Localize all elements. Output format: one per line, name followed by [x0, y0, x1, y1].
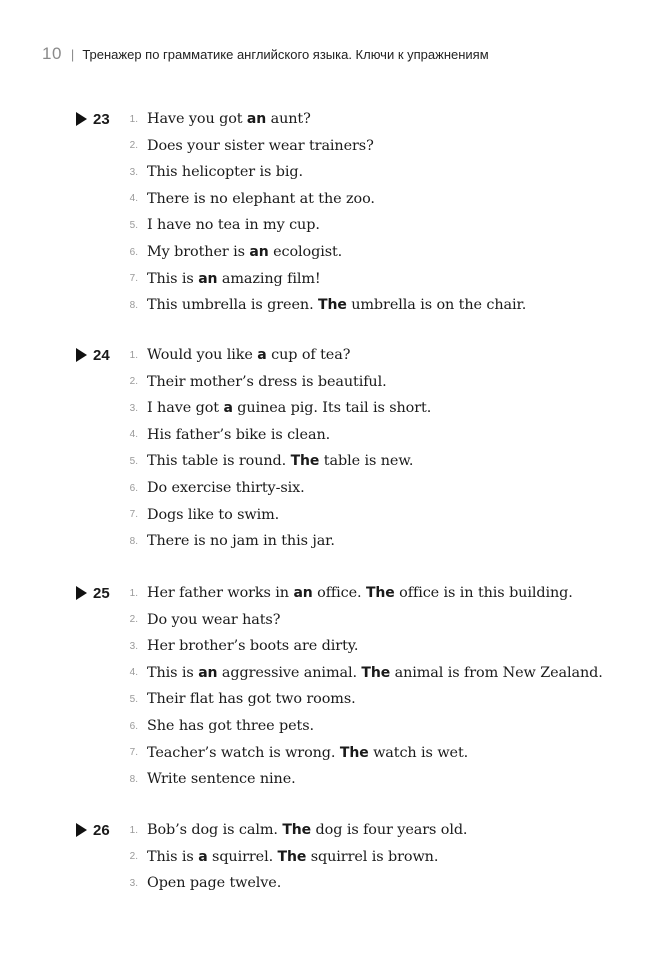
exercise-number: 24	[93, 346, 110, 364]
answer-sentence	[147, 111, 311, 127]
article-answer: The	[318, 297, 347, 314]
sentence-text: Open page twelve.	[147, 875, 282, 892]
item-number: 2.	[129, 376, 138, 388]
sentence-text: This table is round.	[147, 453, 291, 470]
answer-sentence	[147, 164, 303, 180]
sentence-text: Their mother’s dress is beautiful.	[147, 373, 387, 390]
sentence-text: This umbrella is green.	[147, 297, 319, 314]
answer-sentence	[147, 875, 281, 891]
article-answer: The	[339, 744, 369, 761]
article-answer: The	[361, 664, 391, 681]
answer-sentence	[147, 480, 305, 496]
sentence-text: I have no tea in my cup.	[147, 217, 320, 234]
sentence-text: watch is wet.	[368, 744, 469, 761]
answer-sentence	[147, 191, 375, 207]
sentence-text: Dogs like to swim.	[147, 506, 280, 523]
sentence-text: I have got	[147, 400, 224, 417]
sentence-text: This is	[147, 848, 199, 865]
item-number: 3.	[129, 166, 138, 178]
answer-sentence	[147, 745, 468, 761]
sentence-text: guinea pig. Its tail is short.	[232, 400, 432, 417]
item-number: 2.	[129, 614, 138, 626]
item-number: 6.	[129, 246, 138, 258]
answer-sentence	[147, 507, 279, 523]
sentence-text: Bob’s dog is calm.	[147, 822, 283, 838]
item-number: 1.	[129, 587, 138, 599]
exercise-number: 25	[93, 584, 110, 602]
article-answer: The	[277, 848, 307, 865]
item-number: 3.	[129, 640, 138, 652]
answer-sentence	[147, 718, 314, 734]
sentence-text: There is no jam in this jar.	[147, 533, 335, 550]
article-answer: a	[223, 400, 233, 417]
article-answer: The	[290, 453, 320, 470]
item-number: 3.	[129, 877, 138, 889]
article-answer: an	[249, 244, 269, 260]
answer-sentence	[147, 612, 280, 628]
item-number: 7.	[129, 747, 138, 759]
answer-sentence	[147, 347, 350, 363]
triangle-arrow-icon	[76, 112, 87, 126]
answer-sentence	[147, 665, 603, 681]
sentence-text: squirrel is brown.	[306, 848, 439, 865]
item-number: 5.	[129, 219, 138, 231]
item-number: 6.	[129, 720, 138, 732]
sentence-text: This is	[147, 664, 199, 681]
article-answer: The	[365, 585, 395, 601]
item-number: 1.	[129, 824, 138, 836]
article-answer: a	[198, 848, 208, 865]
sentence-text: Their flat has got two rooms.	[147, 691, 356, 708]
article-answer: The	[282, 822, 312, 838]
exercise-heading	[76, 817, 110, 843]
sentence-text: office.	[312, 585, 366, 601]
answer-sentence	[147, 453, 413, 469]
item-number: 4.	[129, 429, 138, 441]
running-header	[42, 44, 489, 64]
sentence-text: Does your sister wear trainers?	[147, 137, 374, 154]
sentence-text: Her father works in	[147, 585, 294, 601]
sentence-text: cup of tea?	[266, 347, 351, 363]
item-number: 4.	[129, 667, 138, 679]
sentence-text: His father’s bike is clean.	[147, 426, 331, 443]
exercise-number: 23	[93, 110, 110, 128]
answer-sentence	[147, 691, 356, 707]
article-answer: a	[257, 347, 267, 363]
exercise-heading	[76, 106, 110, 132]
sentence-text: Would you like	[147, 347, 258, 363]
answer-sentence	[147, 638, 358, 654]
answer-sentence	[147, 244, 342, 260]
sentence-text: ecologist.	[268, 244, 343, 260]
answer-sentence	[147, 138, 374, 154]
item-number: 4.	[129, 193, 138, 205]
triangle-arrow-icon	[76, 348, 87, 362]
sentence-text: office is in this building.	[394, 585, 573, 601]
answer-sentence	[147, 822, 467, 838]
sentence-text: amazing film!	[217, 270, 321, 287]
triangle-arrow-icon	[76, 823, 87, 837]
sentence-text: aunt?	[266, 111, 311, 127]
sentence-text: Write sentence nine.	[147, 771, 296, 788]
item-number: 7.	[129, 273, 138, 285]
article-answer: an	[246, 111, 267, 127]
sentence-text: Do you wear hats?	[147, 611, 281, 628]
answer-sentence	[147, 849, 438, 865]
sentence-text: Her brother’s boots are dirty.	[147, 638, 359, 655]
article-answer: an	[293, 585, 313, 601]
item-number: 8.	[129, 535, 138, 547]
answer-sentence	[147, 771, 296, 787]
sentence-text: umbrella is on the chair.	[346, 297, 527, 314]
sentence-text: table is new.	[319, 453, 414, 470]
sentence-text: This helicopter is big.	[147, 164, 303, 181]
exercise-heading	[76, 342, 110, 368]
answer-sentence	[147, 374, 387, 390]
item-number: 2.	[129, 851, 138, 863]
item-number: 7.	[129, 509, 138, 521]
answer-sentence	[147, 533, 335, 549]
answer-sentence	[147, 217, 320, 233]
header-title: Тренажер по грамматике английского языка. Ключи к упражнениям	[82, 47, 489, 62]
sentence-text: dog is four years old.	[311, 822, 468, 838]
answer-sentence	[147, 271, 321, 287]
answer-sentence	[147, 297, 526, 313]
article-answer: an	[198, 270, 218, 287]
sentence-text: aggressive animal.	[217, 664, 362, 681]
triangle-arrow-icon	[76, 586, 87, 600]
exercise-heading	[76, 580, 110, 606]
page-number: 10	[42, 44, 62, 63]
item-number: 3.	[129, 402, 138, 414]
sentence-text: She has got three pets.	[147, 718, 314, 734]
item-number: 5.	[129, 455, 138, 467]
sentence-text: Have you got	[147, 111, 247, 127]
sentence-text: Do exercise thirty-six.	[147, 480, 305, 496]
exercise-number: 26	[93, 821, 110, 839]
sentence-text: animal is from New Zealand.	[390, 664, 603, 681]
sentence-text: Teacher’s watch is wrong.	[147, 744, 340, 761]
item-number: 5.	[129, 693, 138, 705]
answer-sentence	[147, 400, 431, 416]
sentence-text: There is no elephant at the zoo.	[147, 190, 375, 207]
header-separator: |	[70, 47, 75, 62]
item-number: 2.	[129, 140, 138, 152]
sentence-text: This is	[147, 270, 199, 287]
item-number: 6.	[129, 482, 138, 494]
item-number: 8.	[129, 773, 138, 785]
item-number: 8.	[129, 299, 138, 311]
item-number: 1.	[129, 349, 138, 361]
sentence-text: My brother is	[147, 244, 250, 260]
sentence-text: squirrel.	[207, 848, 278, 865]
answer-sentence	[147, 427, 330, 443]
answer-sentence	[147, 585, 573, 601]
article-answer: an	[198, 664, 218, 681]
item-number: 1.	[129, 113, 138, 125]
